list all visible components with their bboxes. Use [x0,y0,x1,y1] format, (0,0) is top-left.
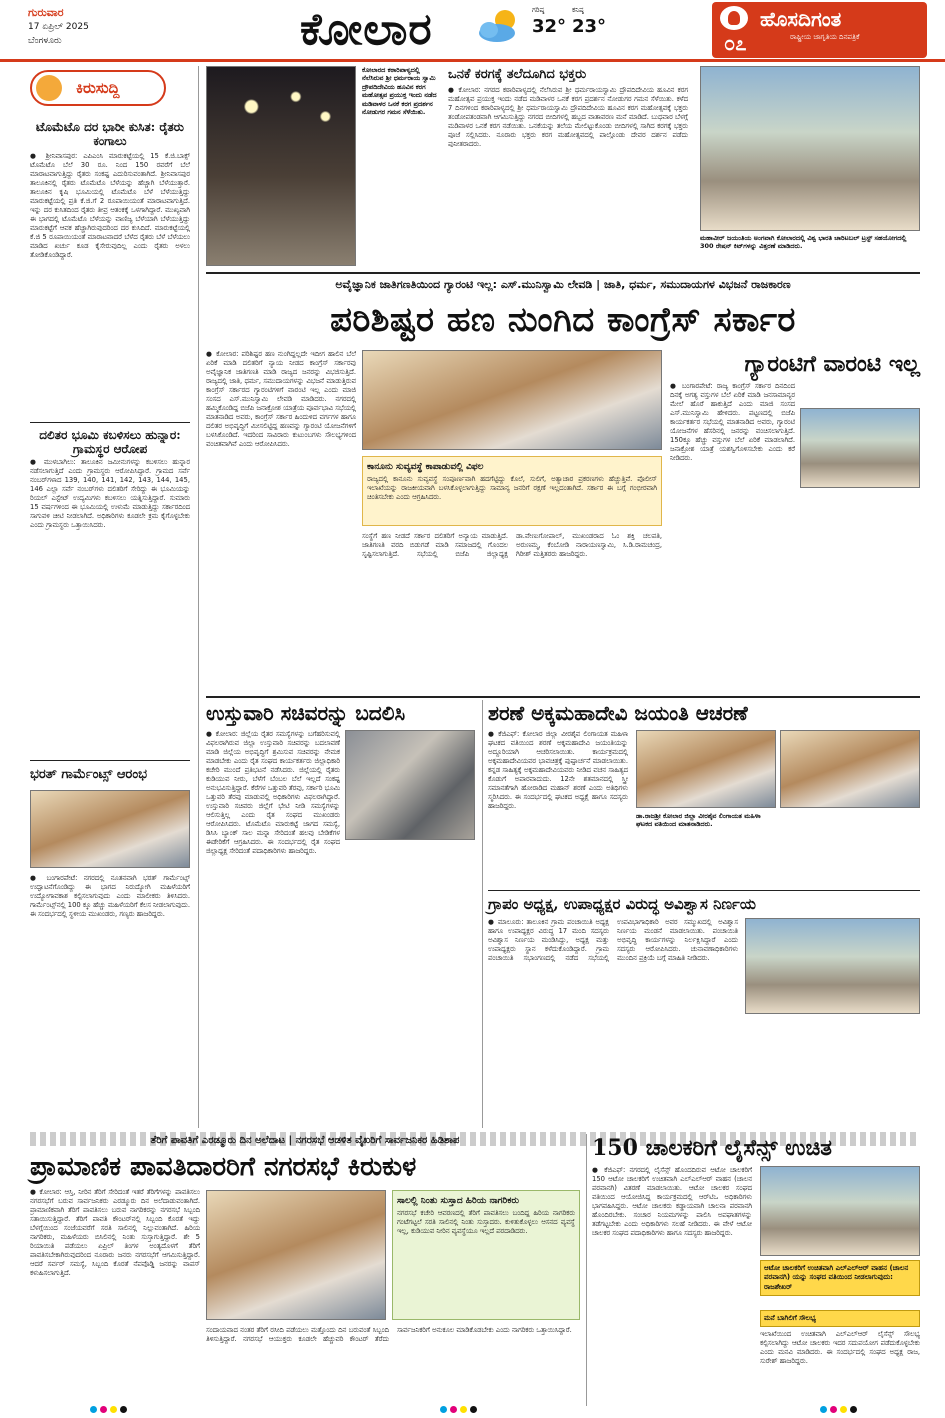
divider [488,890,920,891]
pointing-hand-icon [36,75,62,101]
auto-drivers-photo [760,1166,920,1256]
col1-headline-2: ದಲಿತರ ಭೂಮಿ ಕಬಳಿಸಲು ಹುನ್ನಾರ: ಗ್ರಾಮಸ್ಥರ ಆರೋಪ [39,428,181,457]
main-strapline: ಅವೈಜ್ಞಾನಿಕ ಜಾತಿಗಣತಿಯಿಂದ ಗ್ಯಾರಂಟಿ ಇಲ್ಲ: ಎಸ್.ಮುನಿಸ್ವಾಮಿ ಲೇವಡಿ | ಜಾತಿ, ಧರ್ಮ, ಸಮುದಾಯಗಳ ವಿಭಜನೆ ರಾಜಕಾರಣ [335,278,791,291]
license-body: ● ಕೆಜಿಎಫ್: ನಗರದಲ್ಲಿ ಲೈಸೆನ್ಸ್ ಹೊಂದದಿರುವ ಆಟೋ ಚಾಲಕರಿಗೆ 150 ಆಟೋ ಚಾಲಕರಿಗೆ ಉಚಿತವಾಗಿ ಎಲ್‌ಎಲ್‌ಆರ್ ವಾಹನ (ಚಾಲನ ಪರವಾನಗಿ) ವಿತರಣೆ ಮಾಡಲಾಯಿತು. ಆಟೋ ಚಾಲಕರ ಸಂಘದ ವತಿಯಿಂದ ಆಯೋಜಿಸಿದ್ದ ಕಾರ್ಯಕ್ರಮದಲ್ಲಿ ಆರ್‌ಟಿಒ ಅಧಿಕಾರಿಗಳು ಭಾಗವಹಿಸಿದ್ದರು. ಆಟೋ ಚಾಲಕರು ಕಡ್ಡಾಯವಾಗಿ ಚಾಲನಾ ಪರವಾನಗಿ ಹೊಂದಿರಬೇಕು. ಸಂಚಾರ ನಿಯಮಗಳನ್ನು ಪಾಲಿಸಿ ಅಪಘಾತಗಳನ್ನು ತಡೆಗಟ್ಟಬೇಕು ಎಂದು ಅಧಿಕಾರಿಗಳು ಸಲಹೆ ನೀಡಿದರು. ಈ ವೇಳೆ ಆಟೋ ಚಾಲಕರ ಸಂಘದ ಪದಾಧಿಕಾರಿಗಳು ಹಾಗೂ ಸದಸ್ಯರು ಹಾಜರಿದ್ದರು. [592,1166,752,1237]
ration-kit-caption: ಮಹಾವೀರ್ ಜಯಂತಿಯ ಅಂಗವಾಗಿ ಕೋಲಾರದಲ್ಲಿ ವಿಶ್ವ ಭಾರತಿ ಚಾರಿಟಬಲ್ ಟ್ರಸ್ಟ್ ಸಹಯೋಗದಲ್ಲಿ 300 ರೇಷನ್ ಕಿಟ್‌ಗಳನ್ನು ವಿತ್ತರಣೆ ಮಾಡಿದರು. [700,234,907,251]
ration-kit-photo [700,66,920,231]
divider [30,422,190,423]
weekday: ಗುರುವಾರ [28,6,64,19]
main-body-2: ಸಂಸ್ಥೆಗೆ ಹಣ ನೀಡದೆ ಸರ್ಕಾರ ದಲಿತರಿಗೆ ಅನ್ಯಾಯ ಮಾಡುತ್ತಿದೆ. ಜಾತಿಗಣತಿ ವರದಿ ಬಿಡುಗಡೆ ಮಾಡಿ ಸಮಾಜದಲ್ಲಿ ಗೊಂದಲ ಸೃಷ್ಟಿಸಲಾಗುತ್ತಿದೆ. ಸಭೆಯಲ್ಲಿ ಬಿಜೆಪಿ ಜಿಲ್ಲಾಧ್ಯಕ್ಷ ಡಾ.ವೇಣುಗೋಪಾಲ್, ಮುಖಂಡರಾದ ಓಂ ಶಕ್ತಿ ಚಲಪತಿ, ಅರುಣಮ್ಮ, ಕೆಂಬೋಡಿ ನಾರಾಯಣಸ್ವಾಮಿ, ಸಿ.ಡಿ.ರಾಮಚಂದ್ರ, ಗಿರೀಶ್ ಮತ್ತಿತರರು ಹಾಜರಿದ್ದರು. [362,532,662,558]
min-temp: 23° [572,16,607,38]
page-number: ೦೭ [724,31,747,55]
law-order-box [362,456,662,526]
cyan-dot-icon [90,1406,97,1413]
registration-marks-left [90,1406,127,1414]
main-body-3: ● ಬಂಗಾರಪೇಟೆ: ರಾಜ್ಯ ಕಾಂಗ್ರೆಸ್ ಸರ್ಕಾರ ದಿನದಿಂದ ದಿನಕ್ಕೆ ಅಗತ್ಯ ವಸ್ತುಗಳ ಬೆಲೆ ಏರಿಕೆ ಮಾಡಿ ಜನಸಾಮಾನ್ಯರ ಮೇಲೆ ಹೊರೆ ಹಾಕುತ್ತಿದೆ ಎಂದು ಮಾಜಿ ಸಂಸದ ಎಸ್.ಮುನಿಸ್ವಾಮಿ ಹೇಳಿದರು. ಪಟ್ಟಣದಲ್ಲಿ ಬಿಜೆಪಿ ಕಾರ್ಯಕರ್ತರ ಸಭೆಯಲ್ಲಿ ಮಾತನಾಡಿದ ಅವರು, ಗ್ಯಾರಂಟಿ ಯೋಜನೆಗಳ ಹೆಸರಿನಲ್ಲಿ ಜನರನ್ನು ವಂಚಿಸಲಾಗುತ್ತಿದೆ. 150ಕ್ಕೂ ಹೆಚ್ಚು ವಸ್ತುಗಳ ಬೆಲೆ ಏರಿಕೆ ಮಾಡಲಾಗಿದೆ. ಜನಾಕ್ರೋಶ ಯಾತ್ರೆ ಯಶಸ್ವಿಗೊಳಿಸಬೇಕು ಎಂದು ಕರೆ ನೀಡಿದರು. [670,382,795,462]
tax-body-2: ಸಂದಾಯವಾದ ನಂತರ ತೆರಿಗೆ ರಸೀದಿ ಪಡೆಯಲು ಮತ್ತೊಂದು ದಿನ ಬರುವಂತೆ ಸಿಬ್ಬಂದಿ ತಿಳಿಸುತ್ತಿದ್ದಾರೆ. ನಗರಸಭೆ ಆಯುಕ್ತರು ಕೂಡಲೇ ಹೆಚ್ಚುವರಿ ಕೌಂಟರ್ ತೆರೆದು ಸಾರ್ವಜನಿಕರಿಗೆ ಅನುಕೂಲ ಮಾಡಿಕೊಡಬೇಕು ಎಂದು ನಾಗರಿಕರು ಒತ್ತಾಯಿಸಿದ್ದಾರೆ. [206,1326,572,1343]
garments-photo [30,790,190,868]
cyan-dot-icon [820,1406,827,1413]
brand-banner [712,2,927,58]
karaga-body: ● ಕೋಲಾರ: ನಗರದ ಕಠಾರಿಪಾಳ್ಯದಲ್ಲಿ ನೆಲೆಸಿರುವ ಶ್ರೀ ಧರ್ಮರಾಯಸ್ವಾಮಿ ದ್ರೌಪದಿದೇವಿಯ ಹೂವಿನ ಕರಗ ಮಹೋತ್ಸವ ಪ್ರಯುಕ್ತ ಇಂದು ನಡೆದ ಮಡಿವಾಳರ ಒನಕೆ ಕರಗ ಪ್ರದರ್ಶನ ನೋಡುಗರ ಗಮನ ಸೆಳೆಯಿತು. ಕಳೆದ 7 ದಿನಗಳಿಂದ ಕಠಾರಿಪಾಳ್ಯದಲ್ಲಿ ಶ್ರೀ ಧರ್ಮರಾಯಸ್ವಾಮಿ ದ್ರೌಪದಿದೇವಿಯ ಹೂವಿನ ಕರಗ ಮಹೋತ್ಸವಕ್ಕೆ ಭಕ್ತರು ತಂಡೋಪತಂಡವಾಗಿ ಆಗಮಿಸುತ್ತಿದ್ದು ನಗರದ ಬೀದಿಗಳಲ್ಲಿ ಹಬ್ಬದ ವಾತಾವರಣ ಮನೆ ಮಾಡಿದೆ. ಬುಧವಾರ ಬೆಳಗ್ಗೆ ಮಡಿವಾಳರ ಒನಕೆ ಕರಗ ನಡೆಯಿತು. ಒನಕೆಯನ್ನು ತಲೆಯ ಮೇಲಿಟ್ಟುಕೊಂಡು ಬೀದಿಗಳಲ್ಲಿ ಸಾಗಿದ ಕರಗಕ್ಕೆ ಭಕ್ತರು ಪೂಜೆ ಸಲ್ಲಿಸಿದರು. ನೂರಾರು ಭಕ್ತರು ಕರಗ ಮಹೋತ್ಸವದಲ್ಲಿ ಪಾಲ್ಗೊಂಡು ದೇವರ ದರ್ಶನ ಪಡೆದು ಪುನೀತರಾದರು. [448,86,688,148]
kiru-suddi-label: ಕಿರುಸುದ್ದಿ [76,79,120,97]
senior-citizens-body: ನಗರಸಭೆ ಕಚೇರಿ ಆವರಣದಲ್ಲಿ ತೆರಿಗೆ ಪಾವತಿಸಲು ಬಂದಿದ್ದ ಹಿರಿಯ ನಾಗರಿಕರು ಗಂಟೆಗಟ್ಟಲೆ ಸರತಿ ಸಾಲಿನಲ್ಲಿ ನಿಂತು ಸುಸ್ತಾದರು. ಕುಳಿತುಕೊಳ್ಳಲು ಆಸನದ ವ್ಯವಸ್ಥೆ ಇಲ್ಲ, ಕುಡಿಯುವ ನೀರಿನ ವ್ಯವಸ್ಥೆಯೂ ಇಲ್ಲದೆ ಪರದಾಡಿದರು. [397,1209,575,1236]
brand-logo-icon [720,6,748,30]
magenta-dot-icon [830,1406,837,1413]
brand-name: ಹೊಸದಿಗಂತ [760,7,842,31]
main-headline: ಪರಿಶಿಷ್ಟರ ಹಣ ನುಂಗಿದ ಕಾಂಗ್ರೆಸ್ ಸರ್ಕಾರ [330,300,796,340]
senior-citizens-heading: ಸಾಲಲ್ಲಿ ನಿಂತು ಸುಸ್ತಾದ ಹಿರಿಯ ನಾಗರಿಕರು [397,1196,519,1206]
no-confidence-headline: ಗ್ರಾಪಂ ಅಧ್ಯಕ್ಷ, ಉಪಾಧ್ಯಕ್ಷರ ವಿರುದ್ಧ ಅವಿಶ್ವಾಸ ನಿರ್ಣಯ [488,895,756,913]
minister-headline: ಉಸ್ತುವಾರಿ ಸಚಿವರನ್ನು ಬದಲಿಸಿ [206,701,406,725]
column-divider [198,66,199,1128]
license-headline: 150 ಚಾಲಕರಿಗೆ ಲೈಸೆನ್ಸ್ ಉಚಿತ [592,1135,832,1161]
akkamahadevi-caption: ಡಾ.ರಾಜಶ್ರೀ ಕೋಲಾರ ಜಿಲ್ಲಾ ವೀರಶೈವ ಲಿಂಗಾಯತ ಮಹಿಳಾ ಘಟಕದ ವತಿಯಿಂದ ಮಾತನಾಡಿದರು. [636,812,761,829]
column-divider [586,1134,587,1406]
akkamahadevi-headline: ಶರಣೆ ಅಕ್ಕಮಹಾದೇವಿ ಜಯಂತಿ ಆಚರಣೆ [488,701,748,725]
col1-headline-3: ಭರತ್ ಗಾರ್ಮೆಂಟ್ಸ್ ಆರಂಭ [30,767,147,782]
no-confidence-body: ● ಮಾಲೂರು: ತಾಲೂಕಿನ ಗ್ರಾಮ ಪಂಚಾಯಿತಿ ಅಧ್ಯಕ್ಷ ಹಾಗೂ ಉಪಾಧ್ಯಕ್ಷರ ವಿರುದ್ಧ 17 ಮಂದಿ ಸದಸ್ಯರು ಅವಿಶ್ವಾಸ ನಿರ್ಣಯ ಮಂಡಿಸಿದ್ದು, ಅಧ್ಯಕ್ಷ ಮತ್ತು ಉಪಾಧ್ಯಕ್ಷರು ಸ್ಥಾನ ಕಳೆದುಕೊಂಡಿದ್ದಾರೆ. ಗ್ರಾಮ ಪಂಚಾಯಿತಿ ಸಭಾಂಗಣದಲ್ಲಿ ನಡೆದ ಸಭೆಯಲ್ಲಿ ಉಪವಿಭಾಗಾಧಿಕಾರಿ ಅವರ ಸಮ್ಮುಖದಲ್ಲಿ ಅವಿಶ್ವಾಸ ನಿರ್ಣಯ ಮಂಡನೆ ಮಾಡಲಾಯಿತು. ಪಂಚಾಯಿತಿ ಅಭಿವೃದ್ಧಿ ಕಾರ್ಯಗಳನ್ನು ನಿರ್ಲಕ್ಷಿಸಿದ್ದಾರೆ ಎಂದು ಸದಸ್ಯರು ಆರೋಪಿಸಿದರು. ಚುನಾವಣಾಧಿಕಾರಿಗಳು ಮುಂದಿನ ಪ್ರಕ್ರಿಯೆ ಬಗ್ಗೆ ಮಾಹಿತಿ ನೀಡಿದರು. [488,918,738,962]
divider [30,760,190,761]
black-dot-icon [120,1406,127,1413]
bangarapet-photo [800,408,920,488]
col1-headline-1: ಟೊಮೆಟೊ ದರ ಭಾರೀ ಕುಸಿತ: ರೈತರು ಕಂಗಾಲು [36,120,184,149]
akkamahadevi-photo-1 [636,730,776,808]
license-quote-2: ಮನೆ ಬಾಗಿಲಿಗೆ ಸೌಲಭ್ಯ [760,1310,920,1327]
black-dot-icon [850,1406,857,1413]
min-temp-block [572,6,606,40]
divider [206,696,920,698]
license-body-2: ಇಲಾಖೆಯಿಂದ ಉಚಿತವಾಗಿ ಎಲ್‌ಎಲ್‌ಆರ್ ಲೈಸೆನ್ಸ್ ಸೌಲಭ್ಯ ಕಲ್ಪಿಸಲಾಗಿದ್ದು ಆಟೋ ಚಾಲಕರು ಇದರ ಸದುಪಯೋಗ ಪಡೆದುಕೊಳ್ಳಬೇಕು ಎಂದು ಮನವಿ ಮಾಡಿದರು. ಈ ಸಂದರ್ಭದಲ್ಲಿ ಸಂಘದ ಅಧ್ಯಕ್ಷ ರಾಜ, ಸುರೇಶ್ ಹಾಜರಿದ್ದರು. [760,1330,920,1365]
min-label: ಕನಿಷ್ಠ [572,6,584,14]
tax-headline: ಪ್ರಾಮಾಣಿಕ ಪಾವತಿದಾರರಿಗೆ ನಗರಸಭೆ ಕಿರುಕುಳ [30,1152,417,1182]
magenta-dot-icon [100,1406,107,1413]
queue-photo [206,1190,386,1320]
max-temp-block [532,6,566,40]
divider [206,272,920,274]
minister-body: ● ಕೋಲಾರ: ಜಿಲ್ಲೆಯ ರೈತರ ಸಮಸ್ಯೆಗಳನ್ನು ಬಗೆಹರಿಸುವಲ್ಲಿ ವಿಫಲರಾಗಿರುವ ಜಿಲ್ಲಾ ಉಸ್ತುವಾರಿ ಸಚಿವರನ್ನು ಬದಲಾವಣೆ ಮಾಡಿ ಜಿಲ್ಲೆಯ ಅಭಿವೃದ್ಧಿಗೆ ಶ್ರಮಿಸುವ ಸಚಿವರನ್ನು ನೇಮಕ ಮಾಡಬೇಕು ಎಂದು ರೈತ ಸಂಘದ ಕಾರ್ಯಕರ್ತರು ಜಿಲ್ಲಾಧಿಕಾರಿ ಕಚೇರಿ ಮುಂದೆ ಪ್ರತಿಭಟನೆ ನಡೆಸಿದರು. ಜಿಲ್ಲೆಯಲ್ಲಿ ರೈತರು ಕುಡಿಯುವ ನೀರು, ಬೆಳೆಗೆ ಬೆಂಬಲ ಬೆಲೆ ಇಲ್ಲದೆ ಸಂಕಷ್ಟ ಅನುಭವಿಸುತ್ತಿದ್ದಾರೆ. ಕೆರೆಗಳ ಒತ್ತುವರಿ ತೆರವು, ಸರ್ಕಾರಿ ಭೂಮಿ ಒತ್ತುವರಿ ತೆರವು ಮಾಡುವಲ್ಲಿ ಅಧಿಕಾರಿಗಳು ವಿಫಲರಾಗಿದ್ದಾರೆ. ಉಸ್ತುವಾರಿ ಸಚಿವರು ಜಿಲ್ಲೆಗೆ ಭೇಟಿ ನೀಡಿ ಸಮಸ್ಯೆಗಳನ್ನು ಆಲಿಸುತ್ತಿಲ್ಲ ಎಂದು ರೈತ ಸಂಘದ ಮುಖಂಡರು ಆರೋಪಿಸಿದರು. ಟೊಮೆಟೊ ಮಾರುಕಟ್ಟೆ ಜಾಗದ ಸಮಸ್ಯೆ, ಡಿಸಿಸಿ ಬ್ಯಾಂಕ್ ಸಾಲ ಮನ್ನಾ ಸೇರಿದಂತೆ ಹಲವು ಬೇಡಿಕೆಗಳ ಈಡೇರಿಕೆಗೆ ಆಗ್ರಹಿಸಿದರು. ಈ ಸಂದರ್ಭದಲ್ಲಿ ರೈತ ಸಂಘದ ಜಿಲ್ಲಾಧ್ಯಕ್ಷ ಸೇರಿದಂತೆ ಪದಾಧಿಕಾರಿಗಳು ಹಾಜರಿದ್ದರು. [206,730,340,855]
akkamahadevi-photo-2 [780,730,920,808]
protest-photo [345,730,475,840]
magenta-dot-icon [450,1406,457,1413]
page-title: ಕೋಲಾರ [300,4,433,55]
max-temp: 32° [532,16,567,38]
senior-citizens-box [392,1190,580,1320]
yellow-dot-icon [840,1406,847,1413]
tax-strapline: ತೆರಿಗೆ ಪಾವತಿಗೆ ಎರಡ್ಮೂರು ದಿನ ಅಲೆದಾಟ | ನಗರಸಭೆ ಆಡಳಿತ ವೈಖರಿಗೆ ಸಾರ್ವಜನಿಕರ ಹಿಡಿಶಾಪ [150,1135,460,1146]
date: 17 ಏಪ್ರಿಲ್ 2025 [28,21,89,32]
law-order-heading: ಕಾನೂನು ಸುವ್ಯವಸ್ಥೆ ಕಾಪಾಡುವಲ್ಲಿ ವಿಫಲ [367,462,484,472]
law-order-body: ರಾಜ್ಯದಲ್ಲಿ ಕಾನೂನು ಸುವ್ಯವಸ್ಥೆ ಸಂಪೂರ್ಣವಾಗಿ ಹದಗೆಟ್ಟಿದ್ದು ಕೊಲೆ, ಸುಲಿಗೆ, ಅತ್ಯಾಚಾರ ಪ್ರಕರಣಗಳು ಹೆಚ್ಚುತ್ತಿವೆ. ಪೊಲೀಸ್ ಇಲಾಖೆಯನ್ನು ರಾಜಕೀಯವಾಗಿ ಬಳಸಿಕೊಳ್ಳಲಾಗುತ್ತಿದ್ದು ಸಾಮಾನ್ಯ ಜನರಿಗೆ ರಕ್ಷಣೆ ಇಲ್ಲದಂತಾಗಿದೆ. ಸರ್ಕಾರ ಈ ಬಗ್ಗೆ ಗಂಭೀರವಾಗಿ ಚಿಂತಿಸಬೇಕು ಎಂದು ಆಗ್ರಹಿಸಿದರು. [367,475,657,502]
panchayat-photo [745,918,920,1014]
main-body-1: ● ಕೋಲಾರ: ಪರಿಶಿಷ್ಟರ ಹಣ ನುಂಗಿದ್ದಲ್ಲದೇ ಇದೀಗ ಹಾಲಿನ ಬೆಲೆ ಏರಿಕೆ ಮಾಡಿ ದಲಿತರಿಗೆ ನ್ಯಾಯ ನೀಡದ ಕಾಂಗ್ರೆಸ್ ಸರ್ಕಾರವು ಅವೈಜ್ಞಾನಿಕ ಜಾತಿಗಣತಿ ಮಾಡಿ ರಾಜ್ಯದ ಜನರನ್ನು ವಿಭಜಿಸುತ್ತಿದೆ. ರಾಜ್ಯದಲ್ಲಿ ಜಾತಿ, ಧರ್ಮ, ಸಮುದಾಯಗಳನ್ನು ವಿಭಜನೆ ಮಾಡುತ್ತಿರುವ ಕಾಂಗ್ರೆಸ್ ಸರ್ಕಾರದ ಗ್ಯಾರಂಟಿಗಳಿಗೆ ವಾರಂಟಿ ಇಲ್ಲ ಎಂದು ಮಾಜಿ ಸಂಸದ ಎಸ್.ಮುನಿಸ್ವಾಮಿ ಲೇವಡಿ ಮಾಡಿದರು. ನಗರದಲ್ಲಿ ಹಮ್ಮಿಕೊಂಡಿದ್ದ ಬಿಜೆಪಿ ಜನಾಕ್ರೋಶ ಯಾತ್ರೆಯ ಪೂರ್ವಭಾವಿ ಸಭೆಯಲ್ಲಿ ಮಾತನಾಡಿದ ಅವರು, ಕಾಂಗ್ರೆಸ್ ಸರ್ಕಾರ ಹಿಂದುಳಿದ ವರ್ಗಗಳ ಹಾಗೂ ದಲಿತರ ಅಭಿವೃದ್ಧಿಗೆ ಮೀಸಲಿಟ್ಟಿದ್ದ ಹಣವನ್ನು ಗ್ಯಾರಂಟಿ ಯೋಜನೆಗಳಿಗೆ ಬಳಸಿಕೊಂಡಿದೆ. ಇದರಿಂದ ಸಾವಿರಾರು ಕುಟುಂಬಗಳು ಸೌಲಭ್ಯಗಳಿಂದ ವಂಚಿತವಾಗಿವೆ ಎಂದು ಆರೋಪಿಸಿದರು. [206,350,356,448]
date-block [28,6,89,47]
col1-body-2: ● ಮುಳಬಾಗಿಲು: ತಾಲೂಕಿನ ಜಮೀನುಗಳನ್ನು ಕಬಳಿಸಲು ಹುನ್ನಾರ ನಡೆಸಲಾಗುತ್ತಿದೆ ಎಂದು ಗ್ರಾಮಸ್ಥರು ಆರೋಪಿಸಿದ್ದಾರೆ. ಗ್ರಾಮದ ಸರ್ವೆ ನಂಬರ್‌ಗಳಾದ 139, 140, 141, 142, 143, 144, 145, 146 ಎಲ್ಲಾ ಸರ್ವೆ ನಂಬರ್‌ಗಳು ದಲಿತರಿಗೆ ಸೇರಿದ್ದು ಈ ಭೂಮಿಯನ್ನು ರಿಯಲ್ ಎಸ್ಟೇಟ್ ಉದ್ಯಮಿಗಳು ಕಬಳಿಸಲು ಯತ್ನಿಸುತ್ತಿದ್ದಾರೆ. ಸುಮಾರು 15 ವರ್ಷಗಳಿಂದ ಈ ಭೂಮಿಯಲ್ಲಿ ಉಳುಮೆ ಮಾಡುತ್ತಿದ್ದು ಸರ್ಕಾರದಿಂದ ಸಾಗುವಳಿ ಚೀಟಿ ನೀಡಲಾಗಿದೆ. ಅಧಿಕಾರಿಗಳು ಕೂಡಲೇ ಕ್ರಮ ಕೈಗೊಳ್ಳಬೇಕು ಎಂದು ಗ್ರಾಮಸ್ಥರು ಒತ್ತಾಯಿಸಿದರು. [30,458,190,529]
weather-icon [475,6,525,46]
col1-body-1: ● ಶ್ರೀನಿವಾಸಪುರ: ಎಪಿಎಂಸಿ ಮಾರುಕಟ್ಟೆಯಲ್ಲಿ 15 ಕೆ.ಜಿ.ಬಾಕ್ಸ್ ಟೊಮೆಟೊ ಬೆಲೆ 30 ರೂ. ನಿಂದ 150 ರವರೆಗೆ ಬೆಲೆ ಮಾರಾಟವಾಗುತ್ತಿದ್ದು ರೈತರು ಸಂಕಷ್ಟ ಎದುರಿಸುವಂತಾಗಿದೆ. ಶ್ರೀನಿವಾಸಪುರ ತಾಲೂಕಿನಲ್ಲಿ ರೈತರು ಟೊಮೆಟೊ ಬೆಳೆಯನ್ನು ಹೆಚ್ಚಾಗಿ ಬೆಳೆಯುತ್ತಾರೆ. ತಾಲೂಕಿನ ಕೃಷಿ ಭೂಮಿಯಲ್ಲಿ ಟೊಮೆಟೊ ಬೆಳೆ ಬೆಳೆಯುತ್ತಿದ್ದು ಮಾರುಕಟ್ಟೆಯಲ್ಲಿ ಪ್ರತಿ ಕೆ.ಜಿ.ಗೆ 2 ರೂಪಾಯಿಯಂತೆ ಮಾರಾಟವಾಗುತ್ತಿದೆ. ಇನ್ನು ದರ ಕುಸಿತದಿಂದ ರೈತರು ತೀವ್ರ ಆತಂಕಕ್ಕೆ ಒಳಗಾಗಿದ್ದಾರೆ. ಮುಖ್ಯವಾಗಿ ಈ ಭಾಗದಲ್ಲಿ ಟೊಮೆಟೊ ಬೆಳೆಯನ್ನು ವಾಣಿಜ್ಯ ಬೆಳೆಯಾಗಿ ಬೆಳೆಯುತ್ತಿದ್ದು ಮಾರುಕಟ್ಟೆಗೆ ಆವಕ ಹೆಚ್ಚಾಗಿರುವುದರಿಂದ ದರ ಕುಸಿದಿದೆ. ಮಾರುಕಟ್ಟೆಯಲ್ಲಿ ಕೆ.ಜಿ 5 ರೂಪಾಯಿಯಂತೆ ಮಾರಾಟವಾದರೆ ಬೆಳೆದ ರೈತರು ಬೆಳೆ ಬೆಳೆಯಲು ಮಾಡಿದ ಖರ್ಚು ಕೂಡ ಕೈಸೇರುವುದಿಲ್ಲ ಎಂದು ರೈತರು ಅಳಲು ತೋಡಿಕೊಂಡಿದ್ದಾರೆ. [30,152,190,259]
akkamahadevi-body: ● ಕೆಜಿಎಫ್: ಕೋಲಾರ ಜಿಲ್ಲಾ ವೀರಶೈವ ಲಿಂಗಾಯತ ಮಹಿಳಾ ಘಟಕದ ವತಿಯಿಂದ ಶರಣೆ ಅಕ್ಕಮಹಾದೇವಿ ಜಯಂತಿಯನ್ನು ಅದ್ದೂರಿಯಾಗಿ ಆಚರಿಸಲಾಯಿತು. ಕಾರ್ಯಕ್ರಮದಲ್ಲಿ ಅಕ್ಕಮಹಾದೇವಿಯವರ ಭಾವಚಿತ್ರಕ್ಕೆ ಪುಷ್ಪಾರ್ಚನೆ ಮಾಡಲಾಯಿತು. ಕನ್ನಡ ಸಾಹಿತ್ಯಕ್ಕೆ ಅಕ್ಕಮಹಾದೇವಿಯವರು ನೀಡಿದ ವಚನ ಸಾಹಿತ್ಯದ ಕೊಡುಗೆ ಅಪಾರವಾದುದು. 12ನೇ ಶತಮಾನದಲ್ಲಿ ಸ್ತ್ರೀ ಸಮಾನತೆಗಾಗಿ ಹೋರಾಡಿದ ಮಹಾನ್ ಶರಣೆ ಎಂದು ಅತಿಥಿಗಳು ಸ್ಮರಿಸಿದರು. ಈ ಸಂದರ್ಭದಲ್ಲಿ ಘಟಕದ ಅಧ್ಯಕ್ಷೆ ಹಾಗೂ ಸದಸ್ಯರು ಹಾಜರಿದ್ದರು. [488,730,628,810]
column-divider [482,700,483,1128]
registration-marks-right [820,1406,857,1414]
main-subheadline: ಗ್ಯಾರಂಟಿಗೆ ವಾರಂಟಿ ಇಲ್ಲ [744,351,920,377]
yellow-dot-icon [460,1406,467,1413]
city: ಬೆಂಗಳೂರು [28,35,62,46]
kiru-suddi-badge [30,70,166,106]
karaga-headline: ಒನಕೆ ಕರಗಕ್ಕೆ ತಲೆದೂಗಿದ ಭಕ್ತರು [448,67,587,82]
max-label: ಗರಿಷ್ಠ [532,6,545,14]
karaga-night-photo [206,66,356,266]
black-dot-icon [470,1406,477,1413]
cyan-dot-icon [440,1406,447,1413]
yellow-dot-icon [110,1406,117,1413]
main-meeting-photo [362,350,662,450]
karaga-photo-caption: ಕೋಲಾರದ ಕಠಾರಿಪಾಳ್ಯದಲ್ಲಿ ನೆಲೆಸಿರುವ ಶ್ರೀ ಧರ್ಮರಾಯ ಸ್ವಾಮಿ ದ್ರೌಪದಿದೇವಿಯ ಹೂವಿನ ಕರಗ ಮಹೋತ್ಸವ ಪ್ರಯುಕ್ತ ಇಂದು ನಡೆದ ಮಡಿವಾಳರ ಒನಕೆ ಕರಗ ಪ್ರದರ್ಶನ ನೋಡುಗರ ಗಮನ ಸೆಳೆಯಿತು. [362,66,437,117]
license-quote-1: ಆಟೋ ಚಾಲಕರಿಗೆ ಉಚಿತವಾಗಿ ಎಲ್‌ಎಲ್‌ಆರ್ ವಾಹನ (ಚಾಲನ ಪರವಾನಗಿ) ಯನ್ನು ಸಂಘದ ವತಿಯಿಂದ ನೀಡಲಾಗುವುದು: ರಾಜಶೇಖರ್ [760,1260,920,1296]
tax-body: ● ಕೋಲಾರ: ಆಸ್ತಿ, ನೀರಿನ ತೆರಿಗೆ ಸೇರಿದಂತೆ ಇತರೆ ತೆರಿಗೆಗಳನ್ನು ಪಾವತಿಸಲು ನಗರಸಭೆಗೆ ಬರುವ ಸಾರ್ವಜನಿಕರು ಎರಡ್ಮೂರು ದಿನ ಅಲೆದಾಡುವಂತಾಗಿದೆ. ಪ್ರಾಮಾಣಿಕವಾಗಿ ತೆರಿಗೆ ಪಾವತಿಸಲು ಬರುವ ನಾಗರಿಕರನ್ನು ನಗರಸಭೆ ಸಿಬ್ಬಂದಿ ಸತಾಯಿಸುತ್ತಿದ್ದಾರೆ. ತೆರಿಗೆ ಪಾವತಿ ಕೌಂಟರ್‌ನಲ್ಲಿ ಸಿಬ್ಬಂದಿ ಕೊರತೆ ಇದ್ದು ಬೆಳಗ್ಗೆಯಿಂದ ಸಂಜೆಯವರೆಗೆ ಸರತಿ ಸಾಲಿನಲ್ಲಿ ನಿಲ್ಲುವಂತಾಗಿದೆ. ಹಿರಿಯ ನಾಗರಿಕರು, ಮಹಿಳೆಯರು ಬಿಸಿಲಿನಲ್ಲಿ ನಿಂತು ಸುಸ್ತಾಗುತ್ತಿದ್ದಾರೆ. ಶೇ 5 ರಿಯಾಯಿತಿ ಪಡೆಯಲು ಏಪ್ರಿಲ್ ತಿಂಗಳ ಅಂತ್ಯದೊಳಗೆ ತೆರಿಗೆ ಪಾವತಿಸಬೇಕಾಗಿರುವುದರಿಂದ ನೂರಾರು ಜನರು ನಗರಸಭೆಗೆ ಆಗಮಿಸುತ್ತಿದ್ದಾರೆ. ಆದರೆ ಸರ್ವರ್ ಸಮಸ್ಯೆ, ಸಿಬ್ಬಂದಿ ಕೊರತೆ ನೆಪವೊಡ್ಡಿ ಜನರನ್ನು ವಾಪಸ್ ಕಳುಹಿಸಲಾಗುತ್ತಿದೆ. [30,1188,200,1277]
brand-tagline: ರಾಷ್ಟ್ರೀಯ ಜಾಗೃತಿಯ ದಿನಪತ್ರಿಕೆ [790,33,860,41]
col1-body-3: ● ಬಂಗಾರಪೇಟೆ: ನಗರದಲ್ಲಿ ನೂತನವಾಗಿ ಭರತ್ ಗಾರ್ಮೆಂಟ್ಸ್ ಉದ್ಘಾಟನೆಗೊಂಡಿದ್ದು ಈ ಭಾಗದ ನಿರುದ್ಯೋಗಿ ಮಹಿಳೆಯರಿಗೆ ಉದ್ಯೋಗಾವಕಾಶ ಕಲ್ಪಿಸಲಾಗುವುದು ಎಂದು ಮಾಲೀಕರು ತಿಳಿಸಿದರು. ಗಾರ್ಮೆಂಟ್ಸ್‌ನಲ್ಲಿ 100 ಕ್ಕೂ ಹೆಚ್ಚು ಮಹಿಳೆಯರಿಗೆ ಕೆಲಸ ನೀಡಲಾಗುವುದು. ಈ ಸಂದರ್ಭದಲ್ಲಿ ಸ್ಥಳೀಯ ಮುಖಂಡರು, ಗಣ್ಯರು ಹಾಜರಿದ್ದರು. [30,874,190,918]
registration-marks-center [440,1406,477,1414]
